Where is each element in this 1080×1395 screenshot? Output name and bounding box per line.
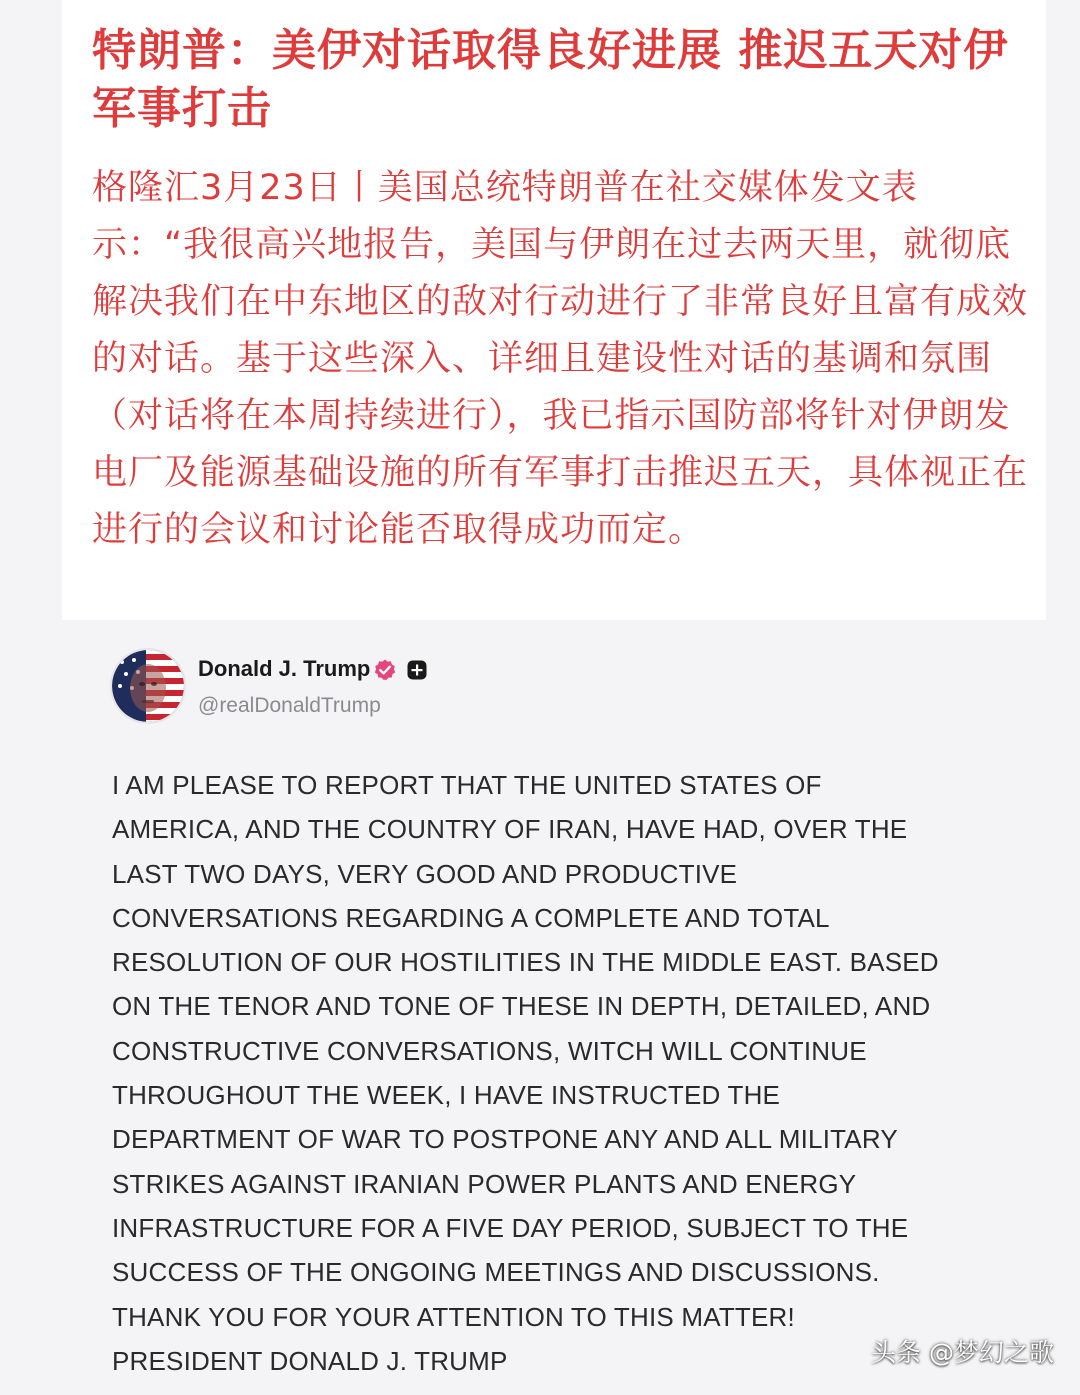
avatar-flag-portrait-icon — [112, 650, 184, 722]
post-body-line: CONSTRUCTIVE CONVERSATIONS, WITCH WILL CONTINUE — [112, 1035, 867, 1066]
post-header — [110, 648, 710, 728]
post-body-line: STRIKES AGAINST IRANIAN POWER PLANTS AND ENERGY — [112, 1168, 857, 1199]
post-body-line: CONVERSATIONS REGARDING A COMPLETE AND TOTAL — [112, 902, 830, 933]
post-body-line: ON THE TENOR AND TONE OF THESE IN DEPTH, DETAILED, AND — [112, 991, 931, 1022]
verified-badge-icon — [373, 658, 397, 682]
post-body-line: INFRASTRUCTURE FOR A FIVE DAY PERIOD, SUBJECT TO THE — [112, 1212, 909, 1243]
article-headline[interactable]: 特朗普：美伊对话取得良好进展 推迟五天对伊军事打击 — [92, 25, 1009, 134]
post-body-line: AMERICA, AND THE COUNTRY OF IRAN, HAVE HAD, OVER THE — [112, 814, 908, 845]
post-body-line: LAST TWO DAYS, VERY GOOD AND PRODUCTIVE — [112, 858, 738, 889]
user-handle[interactable]: @realDonaldTrump — [198, 694, 381, 717]
post-body-line: I AM PLEASE TO REPORT THAT THE UNITED STATES OF — [112, 770, 822, 800]
user-name[interactable]: Donald J. Trump — [198, 656, 371, 681]
article-lede: 格隆汇3月23日丨美国总统特朗普在社交媒体发文表示：“我很高兴地报告，美国与伊朗在过去两天里，就彻底解决我们在中东地区的敌对行动进行了非常良好且富有成效的对话。基于这些深入、详细且建设性对话的基调和氛围（对话将在本周持续进行），我已指示国防部将针对伊朗发电厂及能源基础设施的所有军事打击推迟五天，具体视正在进行的会议和讨论能否取得成功而定。 — [92, 168, 1029, 550]
avatar[interactable] — [110, 648, 186, 724]
post-body-line: RESOLUTION OF OUR HOSTILITIES IN THE MIDDLE EAST. BASED — [112, 947, 939, 978]
post-body-line: SUCCESS OF THE ONGOING MEETINGS AND DISCUSSIONS. — [112, 1257, 880, 1288]
article-card — [62, 0, 1046, 620]
post-body-line: PRESIDENT DONALD J. TRUMP — [112, 1345, 508, 1376]
post-body-line: THANK YOU FOR YOUR ATTENTION TO THIS MATTER! — [112, 1301, 795, 1332]
post-body-line: THROUGHOUT THE WEEK, I HAVE INSTRUCTED THE — [112, 1080, 781, 1111]
watermark: 头条 @梦幻之歌 — [871, 1338, 1054, 1367]
plus-icon[interactable] — [407, 660, 427, 680]
post-body-line: DEPARTMENT OF WAR TO POSTPONE ANY AND ALL MILITARY — [112, 1124, 898, 1155]
post-body — [112, 763, 1012, 1383]
